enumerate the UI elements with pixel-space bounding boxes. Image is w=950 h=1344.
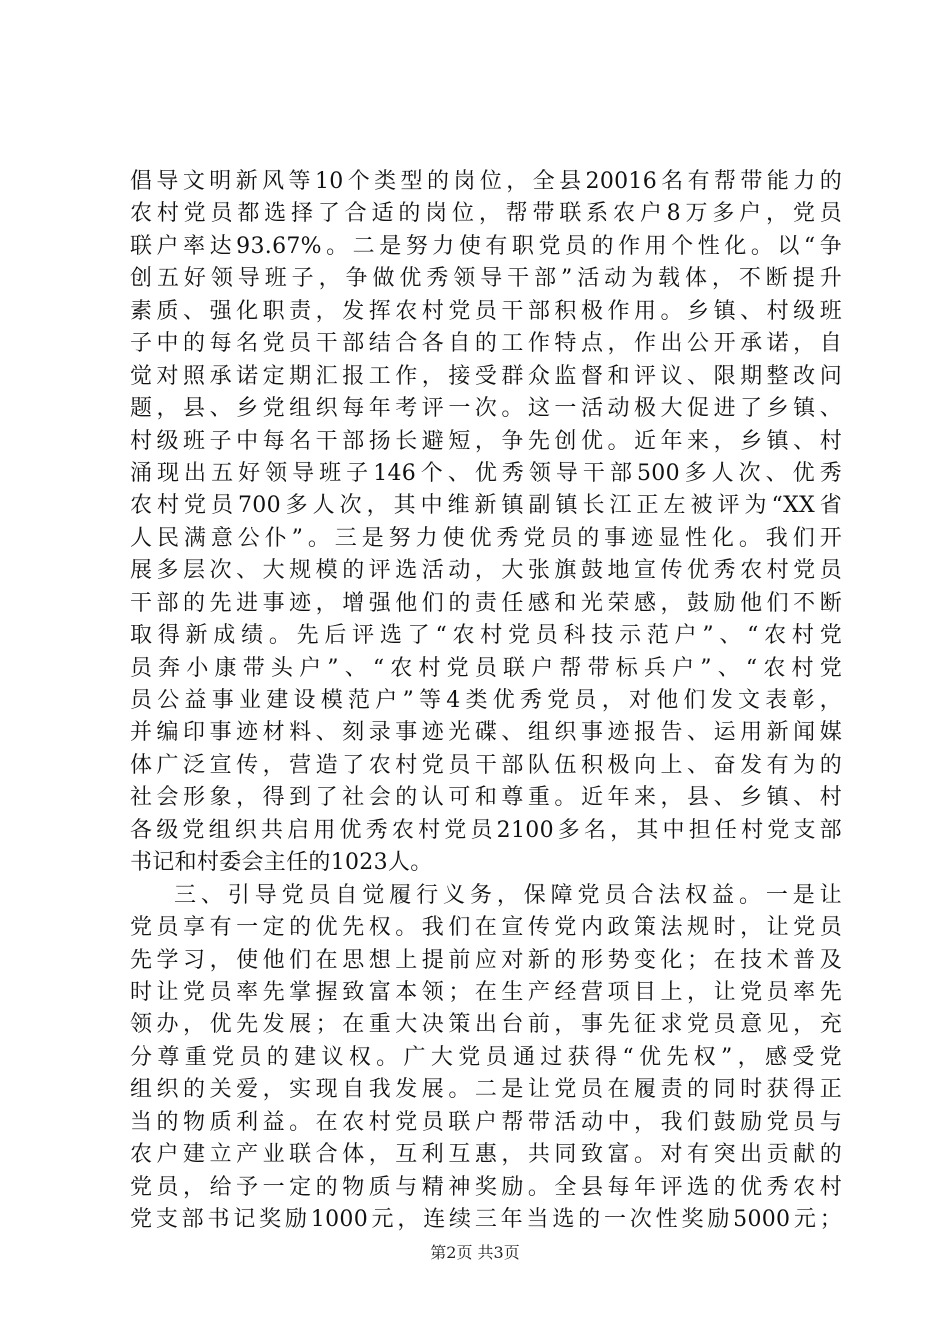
- text-line: 时让党员率先掌握致富本领；在生产经营项目上，让党员率先: [130, 979, 842, 1005]
- text-line: 展多层次、大规模的评选活动，大张旗鼓地宣传优秀农村党员: [130, 558, 842, 584]
- text-line: 子中的每名党员干部结合各自的工作特点，作出公开承诺，自: [130, 331, 842, 357]
- text-line: 领办，优先发展；在重大决策出台前，事先征求党员意见，充: [130, 1012, 842, 1038]
- text-line: 先学习，使他们在思想上提前应对新的形势变化；在技术普及: [130, 947, 842, 973]
- text-line: 联户率达93.67%。二是努力使有职党员的作用个性化。以“争: [130, 233, 842, 259]
- text-line: 体广泛宣传，营造了农村党员干部队伍积极向上、奋发有为的: [130, 752, 842, 778]
- text-line: 取得新成绩。先后评选了“农村党员科技示范户”、“农村党: [130, 623, 842, 649]
- text-line: 农户建立产业联合体，互利互惠，共同致富。对有突出贡献的: [130, 1142, 842, 1168]
- text-line: 觉对照承诺定期汇报工作，接受群众监督和评议、限期整改问: [130, 363, 842, 389]
- text-line: 当的物质利益。在农村党员联户帮带活动中，我们鼓励党员与: [130, 1109, 842, 1135]
- text-line: 涌现出五好领导班子146个、优秀领导干部500多人次、优秀: [130, 460, 842, 486]
- text-line: 组织的关爱，实现自我发展。二是让党员在履责的同时获得正: [130, 1077, 842, 1103]
- text-line: 党员，给予一定的物质与精神奖励。全县每年评选的优秀农村: [130, 1174, 842, 1200]
- text-line: 素质、强化职责，发挥农村党员干部积极作用。乡镇、村级班: [130, 298, 842, 324]
- text-line: 题，县、乡党组织每年考评一次。这一活动极大促进了乡镇、: [130, 396, 842, 422]
- text-line: 农村党员700多人次，其中维新镇副镇长江正左被评为“XX省: [130, 493, 842, 519]
- text-line: 员奔小康带头户”、“农村党员联户帮带标兵户”、“农村党: [130, 655, 842, 681]
- page-number-footer: 第2页 共3页: [430, 1243, 520, 1262]
- text-line: 村级班子中每名干部扬长避短，争先创优。近年来，乡镇、村: [130, 428, 842, 454]
- text-line: 人民满意公仆”。三是努力使优秀党员的事迹显性化。我们开: [130, 525, 842, 551]
- section-heading-line: 三、引导党员自觉履行义务，保障党员合法权益。一是让: [174, 882, 842, 908]
- document-body: [130, 166, 842, 1236]
- text-line: 员公益事业建设模范户”等4类优秀党员，对他们发文表彰，: [130, 688, 842, 713]
- text-line: 干部的先进事迹，增强他们的责任感和光荣感，鼓励他们不断: [130, 590, 842, 616]
- text-line: 各级党组织共启用优秀农村党员2100多名，其中担任村党支部: [130, 817, 842, 843]
- text-line: 农村党员都选择了合适的岗位，帮带联系农户8万多户，党员: [130, 201, 842, 227]
- text-line: 并编印事迹材料、刻录事迹光碟、组织事迹报告、运用新闻媒: [130, 720, 842, 746]
- text-line: 党支部书记奖励1000元，连续三年当选的一次性奖励5000元；: [130, 1207, 842, 1232]
- text-line: 倡导文明新风等10个类型的岗位，全县20016名有帮带能力的: [130, 169, 842, 194]
- text-line: 党员享有一定的优先权。我们在宣传党内政策法规时，让党员: [130, 915, 842, 941]
- paragraph-end-line: 书记和村委会主任的1023人。: [130, 850, 433, 876]
- text-line: 社会形象，得到了社会的认可和尊重。近年来，县、乡镇、村: [130, 785, 842, 811]
- text-line: 创五好领导班子，争做优秀领导干部”活动为载体，不断提升: [130, 266, 842, 292]
- text-line: 分尊重党员的建议权。广大党员通过获得“优先权”，感受党: [130, 1044, 842, 1070]
